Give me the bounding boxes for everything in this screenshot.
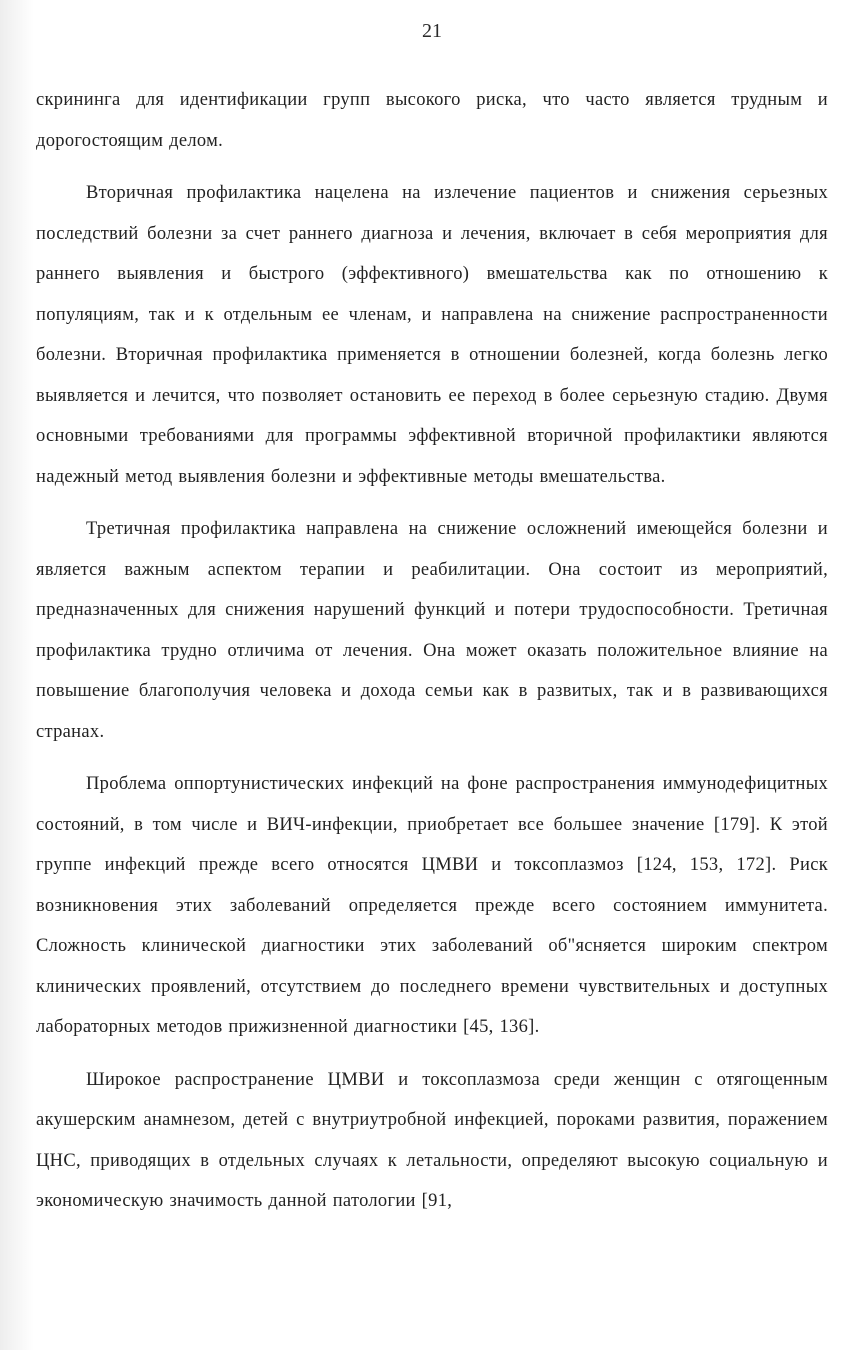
body-text (36, 80, 828, 1234)
paragraph-continuation: скрининга для идентификации групп высокого риска, что часто является трудным и дорогостоящим делом. (36, 90, 828, 151)
page-number: 21 (422, 20, 442, 42)
paragraph-secondary-prevention: Вторичная профилактика нацелена на излечение пациентов и снижения серьезных последствий болезни за счет раннего диагноза и лечения, включает в себя мероприятия для раннего выявления и быстрого (эффективного) вмешательства как по отношению к популяциям, так и к отдельным ее членам, и направлена на снижение распространенности болезни. Вторичная профилактика применяется в отношении болезней, когда болезнь легко выявляется и лечится, что позволяет остановить ее переход в более серьезную стадию. Двумя основными требованиями для программы эффективной вторичной профилактики являются надежный метод выявления болезни и эффективные методы вмешательства. (36, 183, 828, 487)
scan-shadow-edge (0, 0, 34, 1350)
paragraph-tertiary-prevention: Третичная профилактика направлена на снижение осложнений имеющейся болезни и является важным аспектом терапии и реабилитации. Она состоит из мероприятий, предназначенных для снижения нарушений функций и потери трудоспособности. Третичная профилактика трудно отличима от лечения. Она может оказать положительное влияние на повышение благополучия человека и дохода семьи как в развитых, так и в развивающихся странах. (36, 519, 828, 742)
paragraph-opportunistic-infections: Проблема оппортунистических инфекций на фоне распространения иммунодефицитных состояний, в том числе и ВИЧ-инфекции, приобретает все большее значение [179]. К этой группе инфекций прежде всего относятся ЦМВИ и токсоплазмоз [124, 153, 172]. Риск возникновения этих заболеваний определяется прежде всего состоянием иммунитета. Сложность клинической диагностики этих заболеваний об"ясняется широким спектром клинических проявлений, отсутствием до последнего времени чувствительных и доступных лабораторных методов прижизненной диагностики [45, 136]. (36, 774, 828, 1037)
paragraph-cmv-toxoplasmosis: Широкое распространение ЦМВИ и токсоплазмоза среди женщин с отягощенным акушерским анамнезом, детей с внутриутробной инфекцией, пороками развития, поражением ЦНС, приводящих в отдельных случаях к летальности, определяют высокую социальную и экономическую значимость данной патологии [91, (36, 1069, 828, 1211)
